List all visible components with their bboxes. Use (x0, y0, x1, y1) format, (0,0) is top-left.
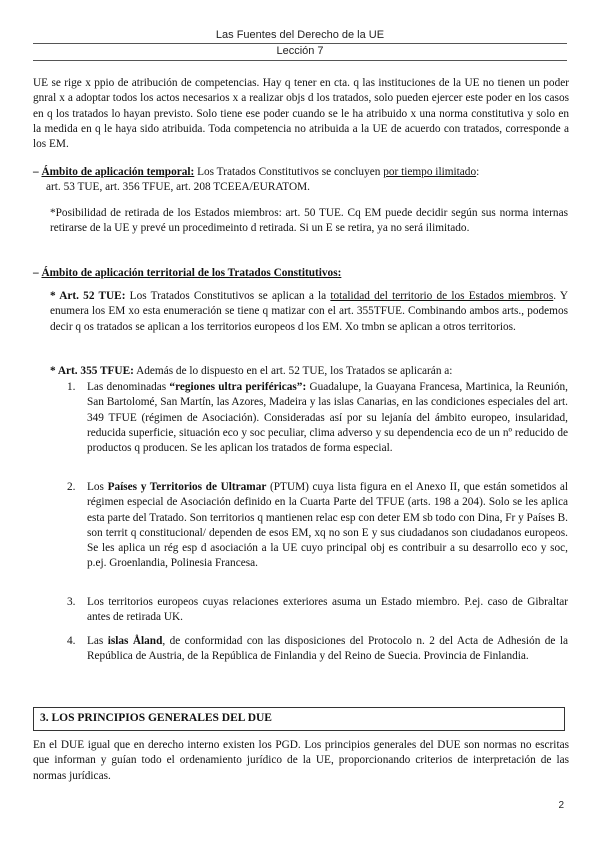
general-principles-paragraph: En el DUE igual que en derecho interno existen los PGD. Los principios generales del DUE son normas no escritas que informan y guían todo el ordenamiento jurídico de la UE, proporcionando criterios de interpretación de las normas jurídicas. (33, 739, 569, 782)
list-item-european-territories (87, 595, 568, 626)
list-item-overseas-territories (87, 480, 568, 572)
list-item-pre: Los territorios europeos cuyas relaciones exteriores asuma un Estado miembro. P.ej. caso de Gibraltar antes de retirada UK. (87, 596, 568, 624)
art355-text: Además de lo dispuesto en el art. 52 TUE, los Tratados se aplicarán a: (133, 365, 453, 377)
intro-paragraph: UE se rige x ppio de atribución de competencias. Hay q tener en cta. q las instituciones de la UE no tienen un poder gnral x a adoptar todos los actos necesarios x a realizar objs d los tratados, solo pueden ejercer este poder en los casos en q los tratados lo hayan previsto. Solo tiene ese poder cuando se le ha atribuido x una norma constitutiva y solo en la medida en q le haya sido atribuida. Toda competencia no atribuida a la UE de acuerdo con tratados, corresponde a los EM. (33, 77, 569, 151)
list-item-pre: Las denominadas (87, 381, 170, 393)
temporal-text-a: Los Tratados Constitutivos se concluyen (194, 166, 384, 178)
territorial-heading: Ámbito de aplicación territorial de los Tratados Constitutivos: (41, 267, 342, 279)
section-heading-box (33, 707, 565, 731)
list-item-post: Guadalupe, la Guayana Francesa, Martinica, la Reunión, San Bartolomé, San Martín, las Azores, Madeira y las islas Canarias, en las condiciones especiales del art. 349 TFUE (régimen de Asociación). Consideradas así por su lejanía del ámbito europeo, insularidad, reducida superficie, situación eco y soc peculiar, clima adverso y su dependencia eco de un nº reducido de productos q producen. Se les aplican los tratados de forma especial. (87, 381, 568, 455)
art52-text-a: Los Tratados Constitutivos se aplican a la (125, 290, 331, 302)
temporal-underlined: por tiempo ilimitado (383, 166, 477, 178)
temporal-heading: Ámbito de aplicación temporal: (41, 166, 195, 178)
art355-label: * Art. 355 TFUE: (50, 365, 134, 377)
section-heading: 3. LOS PRINCIPIOS GENERALES DEL DUE (40, 712, 272, 724)
art355-paragraph (50, 364, 568, 379)
list-item-pre: Los (87, 481, 108, 493)
list-item-post: (PTUM) cuya lista figura en el Anexo II, que están sometidos al régimen especial de Asociación definido en la Cuarta Parte del TFUE (arts. 198 a 204). Solo se les aplica esta parte del Tratado. Son territorios q mantienen relac esp con deter EM sb todo con Dina, Fr y Países B. son territ q constitucional/ dependen de esos EM, xq no son E y sus ciudadanos son ciudadanos europeos. Se les aplica un rég esp d asociación a la UE cuyo principal obj es contribuir a su desarrollo eco y soc, p.ej. Groenlandia, Polinesia Francesa. (87, 481, 568, 570)
territorial-scope-heading-line (33, 266, 569, 281)
art52-text-b: . Y enumera los EM xo esta enumeración se tiene q matizar con el art. 355TFUE. Combinando ambos arts., podemos decir q os tratados se aplican a los territorios europeos d los EM. Xo tmbn se aplican a otros territorios. (50, 290, 568, 333)
temporal-text-b: : (476, 166, 480, 178)
art52-paragraph (50, 289, 568, 335)
list-item-bold: Países y Territorios de Ultramar (107, 481, 267, 493)
list-item-post: , de conformidad con las disposiciones del Protocolo n. 2 del Acta de Adhesión de la República de Austria, de la República de Finlandia y del Reino de Suecia. Provincia de Finlandia. (87, 635, 568, 663)
list-number: 3. (67, 596, 76, 608)
header-rule-bottom (33, 60, 567, 61)
art52-label: * Art. 52 TUE: (50, 290, 126, 302)
list-item-bold: “regiones ultra periféricas”: (169, 381, 307, 393)
art52-underlined: totalidad del territorio de los Estados miembros (330, 290, 554, 302)
list-item-aland-islands (87, 634, 568, 665)
bullet-dash: – (33, 267, 39, 279)
withdrawal-note: *Posibilidad de retirada de los Estados miembros: art. 50 TUE. Cq EM puede decidir según sus norma internas retirarse de la UE y prevé un procedimeinto d retirada. Si un E se retira, ya no será ilimitado. (50, 207, 568, 235)
running-header-lesson: Lección 7 (276, 45, 324, 57)
list-number: 4. (67, 635, 76, 647)
temporal-scope-paragraph (33, 165, 569, 196)
header-rule-top (33, 43, 567, 44)
bullet-dash: – (33, 166, 39, 178)
list-item-pre: Las (87, 635, 108, 647)
list-item-bold: islas Åland (107, 635, 163, 647)
page-number: 2 (558, 800, 564, 811)
temporal-articles: art. 53 TUE, art. 356 TFUE, art. 208 TCEEA/EURATOM. (46, 181, 310, 194)
list-number: 2. (67, 481, 76, 493)
list-number: 1. (67, 381, 76, 393)
running-header-title: Las Fuentes del Derecho de la UE (215, 29, 385, 41)
list-item-outermost-regions (87, 380, 568, 456)
